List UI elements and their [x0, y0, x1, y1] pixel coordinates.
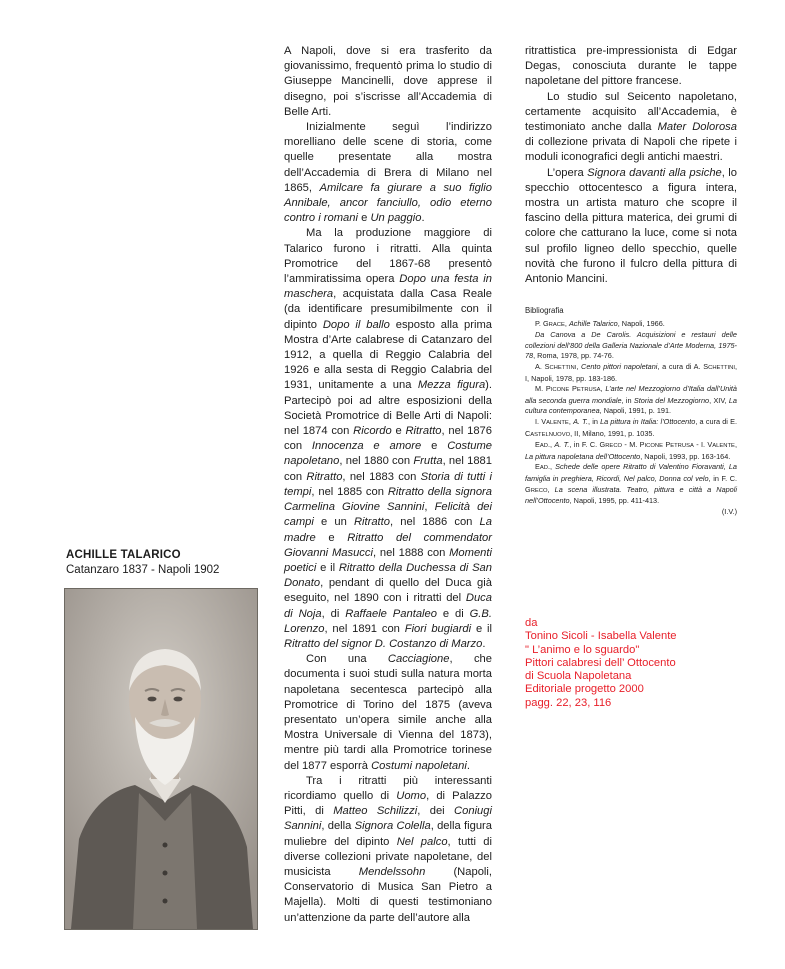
bibliography: [525, 306, 737, 517]
source-citation: [525, 617, 745, 710]
artist-portrait-photo: [64, 588, 258, 930]
bibliography-entry: A. SCHETTINI, Cento pittori napoletani, a cura di A. SCHETTINI, I, Napoli, 1978, pp. 183-186.: [525, 361, 738, 383]
source-line: Editoriale progetto 2000: [525, 683, 644, 696]
body-paragraph: Inizialmente seguì l’indirizzo morelliano delle scene di storia, come quelle presentate alla mostra dell’Accademia di Brera di Milano nel 1865, Amilcare fa giurare a suo figlio Annibale, ancor fanciullo, odio eterno contro i romani e Un paggio.: [284, 121, 493, 225]
artist-dates: Catanzaro 1837 - Napoli 1902: [66, 564, 220, 576]
bibliography-entries: [525, 319, 737, 507]
body-paragraph: Con una Cacciagione, che documenta i suoi studi sulla natura morta napoletana secentesca partecipò alla Promotrice di Torino del 1875 (aveva presentato un’opera simile anche alla Mostra Universale di Vienna del 1873), mentre più tardi alla Promotrice torinese del 1877 esporrà Costumi napoletani.: [284, 653, 492, 772]
bibliography-entry: P. GRACE, Achille Talarico, Napoli, 1966.: [535, 318, 665, 328]
source-line: da: [525, 617, 538, 629]
bibliography-entry: EAD., A. T., in F. C. GRECO - M. PICONE PETRUSA - I. VALENTE, La pittura napoletana dell’Ottocento, Napoli, 1993, pp. 163-164.: [525, 440, 737, 461]
source-line: pagg. 22, 23, 116: [525, 696, 612, 709]
artist-name: ACHILLE TALARICO: [66, 549, 181, 561]
body-paragraph: Tra i ritratti più interessanti ricordiamo quello di Uomo, di Palazzo Pitti, di Matteo Schilizzi, dei Coniugi Sannini, della Signora Colella, della figura muliebre del dipinto Nel palco, tutti di diverse collezioni private napoletane, del musicista Mendelssohn (Napoli, Conservatorio di Musica San Pietro a Majella). Molti di questi testimoniano un’attenzione da parte dell’autore alla: [284, 774, 492, 924]
body-paragraph: A Napoli, dove si era trasferito da giovanissimo, frequentò prima lo studio di Giuseppe Mancinelli, dove apprese il disegno, poi s’iscrisse all’Accademia di Belle Arti.: [284, 45, 492, 118]
source-line: di Scuola Napoletana: [525, 670, 632, 683]
bibliography-entry: EAD., Schede delle opere Ritratto di Valentino Fioravanti, La famiglia in preghiera, Ricordi, Nel palco, Donna col velo, in F. C. GRECO, La scena illustrata. Teatro, pittura e città a Napoli nell’Ottocento, Napoli, 1995, pp. 411-413.: [525, 462, 737, 506]
source-line: Tonino Sicoli - Isabella Valente: [525, 630, 677, 643]
text-column-2: [525, 44, 737, 287]
source-line: " L’animo e lo sguardo": [525, 643, 640, 656]
body-paragraph: L’opera Signora davanti alla psiche, lo specchio ottocentesco a figura intera, mostra un artista maturo che scopre il fascino della pittura materica, dei grumi di colore che catturano la luce, come si nota sul profilo ligneo dello specchio, quelle novità che furono il fulcro della pittura di Antonio Mancini.: [525, 166, 737, 286]
bibliography-entry: M. PICONE PETRUSA, L’arte nel Mezzogiorno d’Italia dall’Unità alla seconda guerra mondiale, in Storia del Mezzogiorno, XIV, La cultura contemporanea, Napoli, 1991, p. 191.: [525, 384, 737, 416]
body-paragraph: Lo studio sul Seicento napoletano, certamente acquisito all’Accademia, è testimoniato anche dalla Mater Dolorosa di collezione privata di Napoli che ripete i moduli iconografici degli antichi maestri.: [525, 90, 737, 164]
bibliography-entry: I. VALENTE, A. T., in La pittura in Italia: l’Ottocento, a cura di E. CASTELNUOVO, II, Milano, 1991, p. 1035.: [525, 416, 737, 438]
text-column-1: [284, 44, 492, 926]
body-paragraph: ritrattistica pre-impressionista di Edgar Degas, conosciuta durante le tappe napoletane del pittore francese.: [525, 45, 737, 88]
author-initials: (I.V.): [721, 506, 737, 516]
source-line: Pittori calabresi dell’ Ottocento: [525, 656, 676, 669]
body-paragraph: Ma la produzione maggiore di Talarico furono i ritratti. Alla quinta Promotrice del 1867-68 presentò l’ammiratissima opera Dopo una festa in maschera, acquistata dalla Casa Reale (da identificare presumibilmente con il dipinto Dopo il ballo esposto alla prima Mostra d’Arte calabrese di Catanzaro del 1912, a quella di Reggio Calabria del 1926 e alla sesta di Reggio Calabria del 1931, unitamente a una Mezza figura). Partecipò poi ad altre esposizioni della Società Promotrice di Belle Arti di Napoli: nel 1874 con Ricordo e Ritratto, nel 1876 con Innocenza e amore e Costume napoletano, nel 1880 con Frutta, nel 1881 con Ritratto, nel 1883 con Storia di tutti i tempi, nel 1885 con Ritratto della signora Carmelina Giovine Sannini, Felicità dei campi e un Ritratto, nel 1886 con La madre e Ritratto del commendator Giovanni Masucci, nel 1888 con Momenti poetici e il Ritratto della Duchessa di San Donato, pendant di quello del Duca già eseguito, nel 1890 con i ritratti del Duca di Noja, di Raffaele Pantaleo e di G.B. Lorenzo, nel 1891 con Fiori bugiardi e il Ritratto del signor D. Costanzo di Marzo.: [284, 227, 493, 650]
bibliography-entry: Da Canova a De Carolis. Acquisizioni e restauri delle collezioni dell’800 della Galleria Nazionale d’Arte Moderna, 1975-78, Roma, 1978, pp. 74-76.: [525, 330, 737, 361]
bibliography-heading: Bibliografia: [525, 306, 564, 315]
